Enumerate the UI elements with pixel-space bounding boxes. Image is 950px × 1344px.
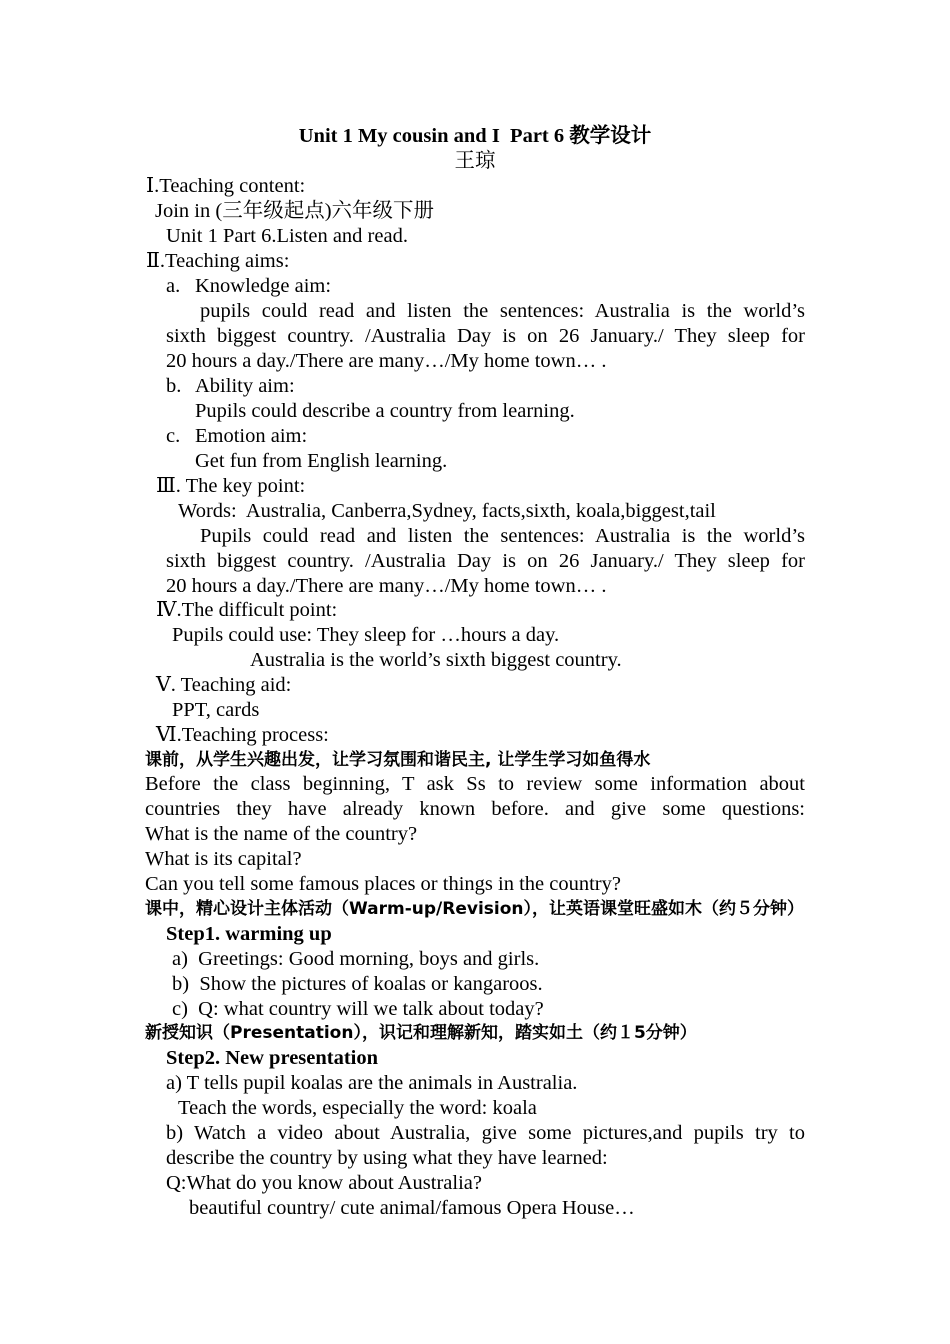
author-name: 王琼 [454, 150, 496, 172]
knowledge-aim-line-2: sixth biggest country. /Australia Day is on 26 January./ They sleep for [166, 325, 805, 347]
step2-item-b-line-1: b) Watch a video about Australia, give some pictures,and pupils try to [166, 1122, 805, 1144]
section-heading-teaching-process: Ⅵ.Teaching process: [156, 724, 329, 746]
content-line-textbook: Join in (三年级起点)六年级下册 [155, 200, 435, 222]
step2-heading: Step2. New presentation [166, 1047, 379, 1069]
knowledge-aim-line-3: 20 hours a day./There are many…/My home town… . [166, 350, 607, 372]
aim-label-knowledge: Knowledge aim: [195, 275, 332, 297]
chinese-note-warm-up: 课中，精心设计主体活动（Warm-up/Revision），让英语课堂旺盛如木（约５分钟） [145, 899, 805, 919]
content-line-unit: Unit 1 Part 6.Listen and read. [166, 225, 408, 247]
key-point-line-1: Pupils could read and listen the sentences: Australia is the world’s [200, 525, 805, 547]
teaching-aid-text: PPT, cards [172, 699, 260, 721]
step2-answer-examples: beautiful country/ cute animal/famous Opera House… [189, 1197, 635, 1219]
process-paragraph-line-2: countries they have already known before. and give some questions: [145, 798, 805, 820]
step1-item-c: c) Q: what country will we talk about today? [172, 998, 544, 1020]
step2-item-a: a) T tells pupil koalas are the animals in Australia. [166, 1072, 578, 1094]
section-heading-difficult-point: Ⅳ.The difficult point: [156, 599, 338, 621]
chinese-note-presentation: 新授知识（Presentation），识记和理解新知，踏实如土（约１5分钟） [145, 1023, 697, 1043]
knowledge-aim-line-1: pupils could read and listen the sentences: Australia is the world’s [200, 300, 805, 322]
difficult-point-line-1: Pupils could use: They sleep for …hours a day. [172, 624, 560, 646]
question-famous-places: Can you tell some famous places or things in the country? [145, 873, 621, 895]
step1-heading: Step1. warming up [166, 923, 332, 945]
key-point-line-3: 20 hours a day./There are many…/My home town… . [166, 575, 607, 597]
section-heading-teaching-aims: Ⅱ.Teaching aims: [146, 250, 290, 272]
ability-aim-text: Pupils could describe a country from learning. [195, 400, 575, 422]
difficult-point-line-2: Australia is the world’s sixth biggest country. [250, 649, 622, 671]
emotion-aim-text: Get fun from English learning. [195, 450, 448, 472]
document-title: Unit 1 My cousin and I Part 6 教学设计 [298, 125, 652, 147]
chinese-note-before-class: 课前，从学生兴趣出发，让学习氛围和谐民主, 让学生学习如鱼得水 [145, 750, 651, 770]
aim-marker-b: b. [166, 375, 182, 397]
step1-item-a: a) Greetings: Good morning, boys and girls. [172, 948, 540, 970]
section-heading-key-point: Ⅲ. The key point: [156, 475, 306, 497]
aim-label-emotion: Emotion aim: [195, 425, 308, 447]
aim-label-ability: Ability aim: [195, 375, 295, 397]
step2-question: Q:What do you know about Australia? [166, 1172, 482, 1194]
question-country-name: What is the name of the country? [145, 823, 418, 845]
key-point-line-2: sixth biggest country. /Australia Day is on 26 January./ They sleep for [166, 550, 805, 572]
key-point-words: Words: Australia, Canberra,Sydney, facts,sixth, koala,biggest,tail [178, 500, 716, 522]
aim-marker-a: a. [166, 275, 181, 297]
aim-marker-c: c. [166, 425, 181, 447]
step1-item-b: b) Show the pictures of koalas or kangaroos. [172, 973, 543, 995]
section-heading-teaching-aid: Ⅴ. Teaching aid: [156, 674, 292, 696]
question-capital: What is its capital? [145, 848, 302, 870]
step2-item-b-line-2: describe the country by using what they have learned: [166, 1147, 608, 1169]
process-paragraph-line-1: Before the class beginning, T ask Ss to review some information about [145, 773, 805, 795]
step2-item-a-words: Teach the words, especially the word: koala [178, 1097, 537, 1119]
section-heading-teaching-content: Ⅰ.Teaching content: [146, 175, 306, 197]
